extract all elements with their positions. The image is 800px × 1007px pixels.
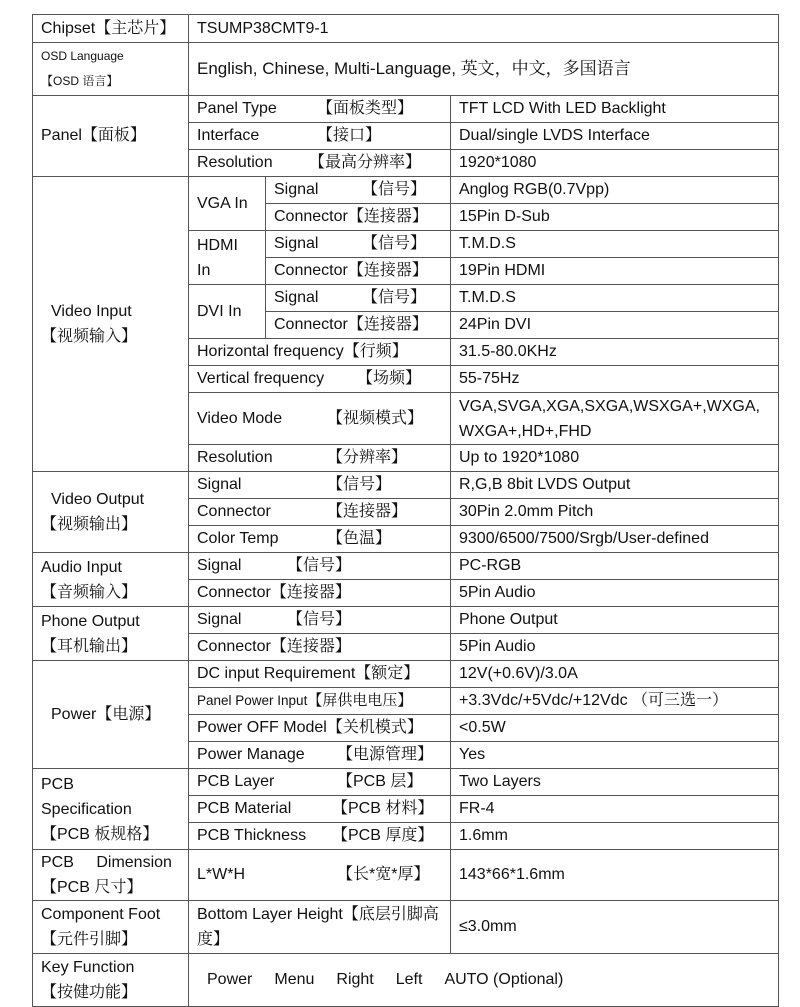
vga-signal-value: Anglog RGB(0.7Vpp) [451, 177, 779, 204]
name: Connector [197, 584, 271, 601]
cn: 【屏供电电压】 [307, 692, 413, 709]
video-output-label [33, 472, 189, 553]
name: Color Temp [197, 530, 279, 547]
key-function-list [189, 954, 779, 1007]
key-left: Left [395, 971, 423, 988]
panel-type-label [189, 96, 451, 123]
name: Signal [274, 181, 319, 198]
video-mode-label [189, 393, 451, 445]
video-resolution-label [189, 445, 451, 472]
name: Connector [274, 262, 348, 279]
en: Key Function [41, 959, 135, 976]
name: Power OFF Model [197, 719, 327, 736]
l1: PCB [41, 775, 74, 793]
ai-signal-label [189, 553, 451, 580]
power-manage-label [189, 742, 451, 769]
cn: 【PCB 厚度】 [332, 827, 434, 844]
panel-resolution-value: 1920*1080 [451, 150, 779, 177]
lwh-value: 143*66*1.6mm [451, 850, 779, 901]
cn: 【连接器】 [347, 262, 428, 279]
name: Vertical frequency [197, 370, 325, 387]
name: L*W*H [197, 866, 246, 883]
cn: 【信号】 [362, 289, 427, 306]
pcb-thickness-label [189, 823, 451, 850]
cn: 【信号】 [287, 611, 352, 628]
pcb-layer-label [189, 769, 451, 796]
dc-input-value: 12V(+0.6V)/3.0A [451, 661, 779, 688]
cn: 【额定】 [355, 665, 420, 682]
cn: 【PCB 材料】 [332, 800, 434, 817]
name: Panel Power Input [197, 693, 308, 708]
component-foot-label [33, 901, 189, 954]
en: Audio Input [41, 558, 122, 576]
name: DC input Requirement [197, 665, 356, 682]
cn: 【关机模式】 [326, 719, 423, 736]
name: Signal [274, 235, 319, 252]
ai-signal-value: PC-RGB [451, 553, 779, 580]
cn: 【视频模式】 [327, 409, 424, 427]
po-connector-label [189, 634, 451, 661]
power-off-value: <0.5W [451, 715, 779, 742]
cn: 【面板类型】 [317, 100, 414, 117]
name: Connector [197, 503, 271, 520]
cn: 【最高分辨率】 [309, 154, 422, 171]
name: Connector [197, 638, 271, 655]
power-off-label [189, 715, 451, 742]
bottom-layer-value: ≤3.0mm [451, 901, 779, 954]
name: Signal [197, 611, 242, 628]
osd-label [33, 43, 189, 96]
name: Signal [274, 289, 319, 306]
pcb-layer-value: Two Layers [451, 769, 779, 796]
dvi-label: DVI In [189, 285, 266, 339]
cn: 【音频输入】 [41, 583, 138, 601]
cn: 【PCB 层】 [337, 773, 423, 790]
en: Component Foot [41, 906, 161, 923]
vo-signal-value: R,G,B 8bit LVDS Output [451, 472, 779, 499]
en: Phone Output [41, 612, 140, 630]
name: PCB Thickness [197, 827, 307, 844]
cn: 【色温】 [327, 530, 392, 547]
pcb-dim-label [33, 850, 189, 901]
key-right: Right [336, 971, 374, 988]
key-auto: AUTO (Optional) [444, 971, 564, 988]
pcb-material-label [189, 796, 451, 823]
cn: 【视频输出】 [41, 516, 138, 533]
en: Video Output [51, 491, 145, 508]
vfreq-label [189, 366, 451, 393]
hdmi-signal-value: T.M.D.S [451, 231, 779, 258]
name: Connector [274, 316, 348, 333]
cn: 【连接器】 [270, 584, 351, 601]
ai-connector-label [189, 580, 451, 607]
cn: 【耳机输出】 [41, 637, 138, 655]
name: Panel Type [197, 100, 277, 117]
video-resolution-value: Up to 1920*1080 [451, 445, 779, 472]
dvi-connector-label [266, 312, 451, 339]
pcb-material-value: FR-4 [451, 796, 779, 823]
cn: 【信号】 [287, 557, 352, 574]
panel-label: Panel【面板】 [33, 96, 189, 177]
name: Signal [197, 476, 242, 493]
cn: 【视频输入】 [41, 328, 138, 345]
interface-value: Dual/single LVDS Interface [451, 123, 779, 150]
cn: 【连接器】 [347, 316, 428, 333]
power-manage-value: Yes [451, 742, 779, 769]
spec-table [32, 14, 779, 1007]
name: Horizontal frequency [197, 343, 344, 360]
interface-label [189, 123, 451, 150]
po-signal-label [189, 607, 451, 634]
cn: 【PCB 尺寸】 [41, 879, 143, 896]
name: Resolution [197, 154, 273, 171]
en: Video Input [51, 303, 132, 320]
osd-value: English, Chinese, Multi-Language, 英文，中文，多国语言 [189, 43, 779, 96]
en: PCB Dimension [41, 854, 172, 871]
video-input-label [33, 177, 189, 472]
panel-type-value: TFT LCD With LED Backlight [451, 96, 779, 123]
audio-input-label [33, 553, 189, 607]
lwh-label [189, 850, 451, 901]
name: Resolution [197, 449, 273, 466]
panel-power-label [189, 688, 451, 715]
l2: Specification [41, 800, 132, 818]
vga-label: VGA In [189, 177, 266, 231]
bottom-layer-label: Bottom Layer Height【底层引脚高度】 [189, 901, 451, 954]
vga-connector-value: 15Pin D-Sub [451, 204, 779, 231]
chipset-value: TSUMP38CMT9-1 [189, 15, 779, 43]
name: PCB Material [197, 800, 292, 817]
power-label: Power【电源】 [33, 661, 189, 769]
key-menu: Menu [274, 971, 315, 988]
panel-power-value: +3.3Vdc/+5Vdc/+12Vdc （可三选一） [451, 688, 779, 715]
dc-input-label [189, 661, 451, 688]
cn: 【信号】 [327, 476, 392, 493]
chipset-label: Chipset【主芯片】 [33, 15, 189, 43]
vo-connector-value: 30Pin 2.0mm Pitch [451, 499, 779, 526]
hdmi-signal-label [266, 231, 451, 258]
name: Interface [197, 127, 260, 144]
l3: 【PCB 板规格】 [41, 825, 159, 843]
osd-label-cn: 【OSD 语言】 [41, 74, 119, 88]
cn: 【场频】 [357, 370, 422, 387]
po-connector-value: 5Pin Audio [451, 634, 779, 661]
po-signal-value: Phone Output [451, 607, 779, 634]
dvi-signal-value: T.M.D.S [451, 285, 779, 312]
cn: 【分辨率】 [327, 449, 408, 466]
cn: 【元件引脚】 [41, 931, 138, 948]
cn: 【信号】 [362, 181, 427, 198]
phone-output-label [33, 607, 189, 661]
color-temp-value: 9300/6500/7500/Srgb/User-defined [451, 526, 779, 553]
cn: 【连接器】 [270, 638, 351, 655]
vo-connector-label [189, 499, 451, 526]
cn: 【长*宽*厚】 [337, 866, 430, 883]
name: Connector [274, 208, 348, 225]
cn: 【行频】 [343, 343, 408, 360]
cn: 【电源管理】 [337, 746, 434, 763]
cn: 【连接器】 [327, 503, 408, 520]
name: Video Mode [197, 409, 283, 427]
osd-label-en: OSD Language [41, 49, 124, 63]
hdmi-connector-value: 19Pin HDMI [451, 258, 779, 285]
cn: 【按健功能】 [41, 984, 138, 1001]
vga-signal-label [266, 177, 451, 204]
cn: 【信号】 [362, 235, 427, 252]
key-power: Power [207, 971, 253, 988]
name: Signal [197, 557, 242, 574]
dvi-signal-label [266, 285, 451, 312]
name: Power Manage [197, 746, 305, 763]
hfreq-value: 31.5-80.0KHz [451, 339, 779, 366]
pcb-thickness-value: 1.6mm [451, 823, 779, 850]
video-mode-value: VGA,SVGA,XGA,SXGA,WSXGA+,WXGA, WXGA+,HD+,FHD [451, 393, 779, 445]
hdmi-label: HDMI In [189, 231, 266, 285]
vo-signal-label [189, 472, 451, 499]
vfreq-value: 55-75Hz [451, 366, 779, 393]
cn: 【连接器】 [347, 208, 428, 225]
ai-connector-value: 5Pin Audio [451, 580, 779, 607]
hdmi-connector-label [266, 258, 451, 285]
panel-resolution-label [189, 150, 451, 177]
key-function-label [33, 954, 189, 1007]
vga-connector-label [266, 204, 451, 231]
name: PCB Layer [197, 773, 275, 790]
pcb-spec-label [33, 769, 189, 850]
cn: 【接口】 [317, 127, 382, 144]
dvi-connector-value: 24Pin DVI [451, 312, 779, 339]
color-temp-label [189, 526, 451, 553]
row-chipset [33, 15, 779, 43]
hfreq-label [189, 339, 451, 366]
row-osd [33, 43, 779, 96]
